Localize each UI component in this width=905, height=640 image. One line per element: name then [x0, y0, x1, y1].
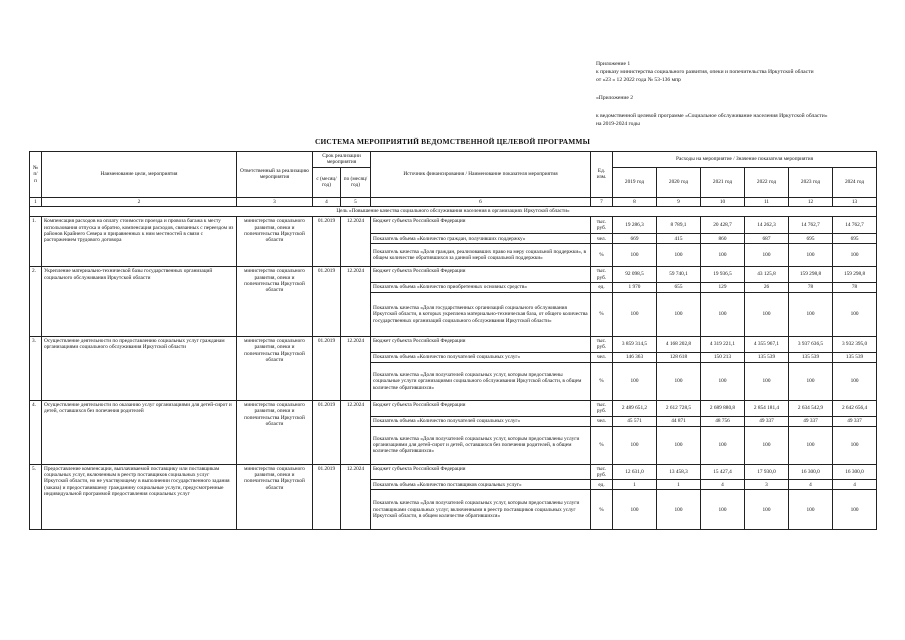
- indicator-value: 100: [701, 362, 745, 400]
- activity-from: 01.2019: [313, 337, 341, 401]
- indicator-value: 1: [613, 480, 657, 490]
- indicator-value: 100: [745, 426, 789, 464]
- indicator-value: 14 762,7: [789, 217, 833, 234]
- indicator-value: 135 539: [833, 352, 877, 362]
- indicator-value: 687: [745, 234, 789, 244]
- goal-row: Цель «Повышение качества социального обслуживания населения в организациях Иркутской области»: [30, 207, 877, 217]
- indicator-value: 4: [701, 480, 745, 490]
- col-header-to: по (месяц/ год): [341, 167, 371, 197]
- col-header-num: № п/п: [30, 152, 42, 198]
- indicator-value: 100: [613, 490, 657, 530]
- indicator-unit: тыс. руб.: [591, 267, 613, 283]
- indicator-value: 8 789,1: [657, 217, 701, 234]
- indicator-source: Показатель объема «Количество граждан, получивших поддержку»: [371, 234, 591, 244]
- indicator-source: Бюджет субъекта Российской Федерации: [371, 400, 591, 416]
- indicator-source: Бюджет субъекта Российской Федерации: [371, 464, 591, 480]
- indicator-value: 4 355 967,1: [745, 337, 789, 353]
- indicator-unit: ед.: [591, 480, 613, 490]
- indicator-unit: тыс. руб.: [591, 464, 613, 480]
- indicator-unit: %: [591, 293, 613, 337]
- activity-name: Компенсация расходов на оплату стоимости проезда и провоза багажа к месту использования отпуска и обратно, компенсация расходов, связанных с переездом из районов Крайнего Севера и приравненных к ним местностей в связи с расторжением трудового договора: [42, 217, 237, 267]
- activity-responsible: министерство социального развития, опеки и попечительства Иркутской области: [237, 337, 313, 401]
- activity-to: 12.2024: [341, 217, 371, 267]
- indicator-value: 2 612 728,5: [657, 400, 701, 416]
- col-number: 11: [745, 197, 789, 206]
- indicator-value: 100: [833, 244, 877, 267]
- indicator-value: 159 298,8: [789, 267, 833, 283]
- indicator-unit: чел.: [591, 234, 613, 244]
- indicator-value: 3 859 314,5: [613, 337, 657, 353]
- indicator-source: Бюджет субъекта Российской Федерации: [371, 267, 591, 283]
- indicator-source: Показатель качества «Доля получателей социальных услуг, которым предоставлены услуги организациями для детей-сирот и детей, оставшихся без попечения родителей, в общем количестве обратившихся»: [371, 426, 591, 464]
- col-number: 9: [657, 197, 701, 206]
- indicator-source: Бюджет субъекта Российской Федерации: [371, 217, 591, 234]
- indicator-value: 3: [745, 480, 789, 490]
- col-number: 12: [789, 197, 833, 206]
- indicator-unit: тыс. руб.: [591, 217, 613, 234]
- indicator-source: Показатель объема «Количество получателей социальных услуг»: [371, 416, 591, 426]
- indicator-value: 20 428,7: [701, 217, 745, 234]
- activity-from: 01.2019: [313, 464, 341, 530]
- indicator-unit: %: [591, 490, 613, 530]
- indicator-value: 100: [789, 426, 833, 464]
- col-number: 8: [613, 197, 657, 206]
- col-header-year: 2019 год: [613, 167, 657, 197]
- activity-to: 12.2024: [341, 337, 371, 401]
- indicator-value: 26: [745, 283, 789, 293]
- col-number: 4: [313, 197, 341, 206]
- activity-num: 3.: [30, 337, 42, 401]
- indicator-value: 150 213: [701, 352, 745, 362]
- col-number: 3: [237, 197, 313, 206]
- indicator-value: 2 689 880,8: [701, 400, 745, 416]
- activity-name: Предоставление компенсации, выплачиваемой поставщику или поставщикам социальных услуг, включенным в реестр поставщиков социальных услуг Иркутской области, но не участвующему в выполнении государственного задания (заказа) и предоставившему гражданину социальные услуги, предусмотренные индивидуальной программой предоставления социальных услуг: [42, 464, 237, 530]
- indicator-value: 1 970: [613, 283, 657, 293]
- indicator-value: 48 756: [701, 416, 745, 426]
- activity-num: 4.: [30, 400, 42, 464]
- col-header-year: 2023 год: [789, 167, 833, 197]
- indicator-value: 128 618: [657, 352, 701, 362]
- col-header-expenses: Расходы на мероприятие / Значение показателя мероприятия: [613, 152, 877, 168]
- header-appendix: Приложение 1: [596, 61, 631, 67]
- indicator-value: 100: [701, 293, 745, 337]
- activity-name: Осуществление деятельности по предоставлению социальных услуг гражданам организациями социального обслуживания Иркутской области: [42, 337, 237, 401]
- indicator-value: 92 098,5: [613, 267, 657, 283]
- indicator-value: 2 634 542,9: [789, 400, 833, 416]
- document-title: СИСТЕМА МЕРОПРИЯТИЙ ВЕДОМСТВЕННОЙ ЦЕЛЕВОЙ ПРОГРАММЫ: [314, 137, 591, 146]
- indicator-value: 100: [613, 426, 657, 464]
- indicator-value: 100: [833, 426, 877, 464]
- activity-responsible: министерство социального развития, опеки и попечительства Иркутской области: [237, 400, 313, 464]
- indicator-value: 12 631,0: [613, 464, 657, 480]
- indicator-source: Показатель качества «Доля государственных организаций социального обслуживания Иркутской области, в которых укреплена материально-техническая база, от общего количества государственных организаций социального обслуживания Иркутской области»: [371, 293, 591, 337]
- indicator-value: 100: [657, 244, 701, 267]
- table-row: [30, 400, 877, 416]
- activity-responsible: министерство социального развития, опеки и попечительства Иркутской области: [237, 464, 313, 530]
- indicator-value: 16 300,0: [789, 464, 833, 480]
- activities-table: [29, 151, 877, 530]
- header-order-ref: к приказу министерства социального развития, опеки и попечительства Иркутской области: [596, 69, 814, 75]
- indicator-value: 695: [833, 234, 877, 244]
- indicator-unit: тыс. руб.: [591, 337, 613, 353]
- indicator-value: 695: [789, 234, 833, 244]
- indicator-value: 49 337: [745, 416, 789, 426]
- col-header-year: 2022 год: [745, 167, 789, 197]
- indicator-value: 100: [701, 426, 745, 464]
- header-appendix-2: «Приложение 2: [596, 95, 634, 101]
- indicator-value: 15 427,4: [701, 464, 745, 480]
- indicator-value: 860: [701, 234, 745, 244]
- indicator-value: 4: [789, 480, 833, 490]
- indicator-value: 4 319 221,1: [701, 337, 745, 353]
- indicator-value: 43 125,8: [745, 267, 789, 283]
- indicator-value: 669: [613, 234, 657, 244]
- activity-to: 12.2024: [341, 400, 371, 464]
- indicator-value: 100: [657, 490, 701, 530]
- indicator-value: 100: [657, 426, 701, 464]
- col-header-period: Срок реализации мероприятия: [313, 152, 371, 168]
- indicator-value: 78: [833, 283, 877, 293]
- col-header-unit: Ед. изм.: [591, 152, 613, 198]
- indicator-value: 146 363: [613, 352, 657, 362]
- indicator-value: 159 298,8: [833, 267, 877, 283]
- indicator-value: 14 762,7: [833, 217, 877, 234]
- activity-from: 01.2019: [313, 267, 341, 337]
- indicator-unit: чел.: [591, 416, 613, 426]
- indicator-value: 2 489 651,2: [613, 400, 657, 416]
- indicator-value: 100: [701, 490, 745, 530]
- indicator-source: Показатель объема «Количество приобретенных основных средств»: [371, 283, 591, 293]
- indicator-unit: ед.: [591, 283, 613, 293]
- indicator-value: 100: [789, 362, 833, 400]
- activity-to: 12.2024: [341, 464, 371, 530]
- indicator-value: 100: [745, 293, 789, 337]
- table-row: [30, 337, 877, 353]
- col-header-name: Наименование цели, мероприятия: [42, 152, 237, 198]
- indicator-value: 100: [657, 293, 701, 337]
- indicator-value: 78: [789, 283, 833, 293]
- table-row: [30, 464, 877, 480]
- indicator-value: 1: [657, 480, 701, 490]
- activity-num: 2.: [30, 267, 42, 337]
- indicator-source: Бюджет субъекта Российской Федерации: [371, 337, 591, 353]
- indicator-value: 44 871: [657, 416, 701, 426]
- indicator-value: 17 930,0: [745, 464, 789, 480]
- indicator-value: 100: [613, 244, 657, 267]
- col-number: 7: [591, 197, 613, 206]
- indicator-value: 100: [657, 362, 701, 400]
- indicator-value: 100: [833, 362, 877, 400]
- indicator-source: Показатель качества «Доля граждан, реализовавших право на меру социальной поддержки», в общем количестве обратившихся за данной мерой социальной поддержки»: [371, 244, 591, 267]
- activity-responsible: министерство социального развития, опеки и попечительства Иркутской области: [237, 217, 313, 267]
- table-row: [30, 217, 877, 234]
- col-number: 6: [371, 197, 591, 206]
- indicator-unit: %: [591, 244, 613, 267]
- activity-from: 01.2019: [313, 217, 341, 267]
- activity-to: 12.2024: [341, 267, 371, 337]
- indicator-value: 100: [745, 244, 789, 267]
- indicator-value: 100: [789, 244, 833, 267]
- indicator-value: 100: [745, 362, 789, 400]
- col-header-year: 2021 год: [701, 167, 745, 197]
- indicator-value: 19 936,5: [701, 267, 745, 283]
- indicator-value: 100: [701, 244, 745, 267]
- indicator-value: 4: [833, 480, 877, 490]
- indicator-value: 59 740,1: [657, 267, 701, 283]
- indicator-value: 3 937 636,5: [789, 337, 833, 353]
- table-row: [30, 267, 877, 283]
- indicator-unit: чел.: [591, 352, 613, 362]
- indicator-value: 3 932 395,0: [833, 337, 877, 353]
- activity-from: 01.2019: [313, 400, 341, 464]
- indicator-value: 16 300,0: [833, 464, 877, 480]
- indicator-unit: %: [591, 426, 613, 464]
- col-header-year: 2020 год: [657, 167, 701, 197]
- indicator-value: 135 539: [789, 352, 833, 362]
- col-number: 13: [833, 197, 877, 206]
- col-number: 10: [701, 197, 745, 206]
- indicator-value: 100: [613, 362, 657, 400]
- indicator-value: 100: [789, 293, 833, 337]
- activity-num: 5.: [30, 464, 42, 530]
- indicator-value: 45 571: [613, 416, 657, 426]
- indicator-value: 100: [613, 293, 657, 337]
- indicator-source: Показатель объема «Количество поставщиков социальных услуг»: [371, 480, 591, 490]
- header-program-ref: к ведомственной целевой программе «Социальное обслуживание населения Иркутской области»: [596, 113, 828, 119]
- indicator-value: 14 262,3: [745, 217, 789, 234]
- indicator-source: Показатель качества «Доля получателей социальных услуг, которым предоставлены услуги поставщиками социальных услуг, включенными в реестр поставщиков социальных услуг Иркутской области, в общем количестве обратившихся»: [371, 490, 591, 530]
- indicator-source: Показатель объема «Количество получателей социальных услуг»: [371, 352, 591, 362]
- indicator-value: 49 337: [833, 416, 877, 426]
- indicator-source: Показатель качества «Доля получателей социальных услуг, которым предоставлены социальные услуги организациями социального обслуживания Иркутской области, в общем количестве обратившихся»: [371, 362, 591, 400]
- indicator-unit: тыс. руб.: [591, 400, 613, 416]
- indicator-value: 100: [789, 490, 833, 530]
- indicator-value: 655: [657, 283, 701, 293]
- activity-responsible: министерство социального развития, опеки и попечительства Иркутской области: [237, 267, 313, 337]
- header-program-years: на 2019-2024 годы: [596, 121, 640, 127]
- indicator-value: 100: [745, 490, 789, 530]
- indicator-value: 415: [657, 234, 701, 244]
- indicator-value: 19 286,3: [613, 217, 657, 234]
- order-header: [596, 60, 896, 128]
- col-header-source: Источник финансирования / Наименование показателя мероприятия: [371, 152, 591, 198]
- col-header-responsible: Ответственный за реализацию мероприятия: [237, 152, 313, 198]
- activity-num: 1.: [30, 217, 42, 267]
- indicator-value: 2 642 656,4: [833, 400, 877, 416]
- activity-name: Осуществление деятельности по оказанию услуг организациями для детей-сирот и детей, оставшихся без попечения родителей: [42, 400, 237, 464]
- indicator-value: 135 539: [745, 352, 789, 362]
- col-number: 5: [341, 197, 371, 206]
- col-number: 1: [30, 197, 42, 206]
- col-header-from: с (месяц/ год): [313, 167, 341, 197]
- activity-name: Укрепление материально-технической базы государственных организаций социального обслуживания Иркутской области: [42, 267, 237, 337]
- indicator-value: 129: [701, 283, 745, 293]
- indicator-unit: %: [591, 362, 613, 400]
- indicator-value: 49 337: [789, 416, 833, 426]
- indicator-value: 13 458,3: [657, 464, 701, 480]
- col-number: 2: [42, 197, 237, 206]
- indicator-value: 4 168 202,8: [657, 337, 701, 353]
- col-header-year: 2024 год: [833, 167, 877, 197]
- indicator-value: 100: [833, 490, 877, 530]
- header-order-date: от «23 » 12 2022 года № 53-136 мпр: [596, 77, 681, 83]
- indicator-value: 2 854 181,4: [745, 400, 789, 416]
- indicator-value: 100: [833, 293, 877, 337]
